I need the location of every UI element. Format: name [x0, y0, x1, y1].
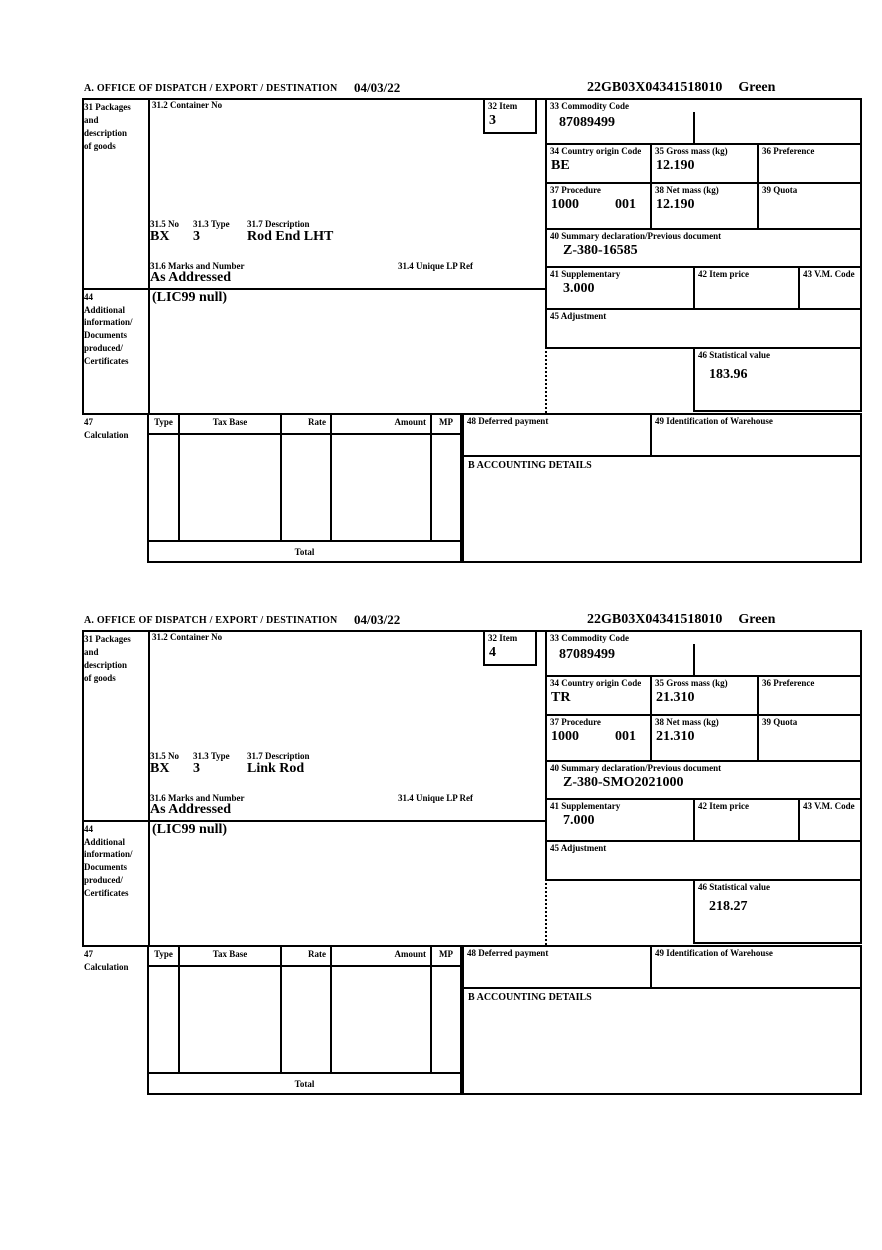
calc-header-tax-base: Tax Base: [178, 945, 282, 967]
additional-information-value: (LIC99 null): [152, 822, 228, 837]
box42-label: 42 Item price: [698, 269, 749, 279]
calc-header-type: Type: [147, 945, 180, 967]
calc-body-amount: [330, 433, 432, 542]
summary-declaration-value: Z-380-SMO2021000: [563, 775, 684, 790]
movement-reference-number: 22GB03X04341518010: [587, 80, 723, 95]
box39-label: 39 Quota: [762, 717, 798, 727]
procedure-value: [547, 196, 650, 213]
box32-label: 32 Item: [488, 633, 518, 643]
adjustment-dotted-border-left: [545, 879, 547, 945]
box49-label: 49 Identification of Warehouse: [655, 416, 773, 426]
box43-label: 43 V.M. Code: [803, 269, 855, 279]
box32-label: 32 Item: [488, 101, 518, 111]
additional-information-value: (LIC99 null): [152, 290, 228, 305]
box31-6-marks-label: 31.6 Marks and Number: [150, 793, 245, 803]
calc-body-tax-base: [178, 433, 282, 542]
item-number: 3: [489, 113, 496, 128]
calc-body-rate: [280, 433, 332, 542]
box40-summary-declaration: [545, 760, 862, 800]
box36-label: 36 Preference: [762, 146, 815, 156]
calc-body-mp: [430, 433, 462, 542]
dispatch-date: 04/03/22: [354, 612, 401, 627]
box31-2-container-label: 31.2 Container No: [152, 100, 223, 110]
box48-deferred-payment: [462, 413, 652, 457]
calc-total-row: Total: [147, 540, 462, 563]
office-of-dispatch-label: A. OFFICE OF DISPATCH / EXPORT / DESTINATION: [84, 615, 338, 626]
box42-label: 42 Item price: [698, 801, 749, 811]
box37-label: 37 Procedure: [550, 717, 601, 727]
box46-statistical-value: [693, 347, 862, 412]
item-section-2: [80, 612, 864, 1099]
packages-type-value: 3: [193, 229, 200, 244]
box39-quota: [757, 714, 862, 762]
box43-label: 43 V.M. Code: [803, 801, 855, 811]
box31-6-marks-label: 31.6 Marks and Number: [150, 261, 245, 271]
declaration-reference: [587, 80, 775, 96]
box45-label: 45 Adjustment: [550, 843, 607, 853]
commodity-code-value: 87089499: [559, 115, 615, 130]
packages-no-value: BX: [150, 229, 170, 244]
box31-label: 31 Packages and description of goods: [84, 634, 131, 683]
adjustment-dotted-border-left: [545, 347, 547, 413]
commodity-code-value: 87089499: [559, 647, 615, 662]
box33-commodity-code: [545, 630, 862, 677]
calc-header-rate: Rate: [280, 413, 332, 435]
gross-mass-value: 21.310: [656, 690, 695, 705]
box33-commodity-code: [545, 98, 862, 145]
goods-description-value: Rod End LHT: [247, 229, 334, 244]
calc-header-mp: MP: [430, 413, 462, 435]
calc-header-tax-base: Tax Base: [178, 413, 282, 435]
box34-country-origin: [545, 675, 652, 716]
net-mass-value: 12.190: [656, 197, 695, 212]
box36-preference: [757, 675, 862, 716]
box35-label: 35 Gross mass (kg): [655, 678, 728, 688]
box31-4-unique-lp-ref-label: 31.4 Unique LP Ref: [398, 261, 474, 271]
box34-country-origin: [545, 143, 652, 184]
box40-summary-declaration: [545, 228, 862, 268]
accounting-details-box: [462, 455, 862, 563]
item-section-1: [80, 80, 864, 567]
box38-label: 38 Net mass (kg): [655, 717, 719, 727]
marks-and-number-value: As Addressed: [150, 270, 232, 285]
gross-mass-value: 12.190: [656, 158, 695, 173]
box47-label: 47 Calculation: [84, 417, 129, 440]
box49-label: 49 Identification of Warehouse: [655, 948, 773, 958]
declaration-reference: [587, 612, 775, 628]
calc-body-tax-base: [178, 965, 282, 1074]
country-origin-value: BE: [551, 158, 570, 173]
country-origin-value: TR: [551, 690, 571, 705]
box37-procedure: [545, 714, 652, 762]
box49-warehouse-identification: [650, 945, 862, 989]
box43-vm-code: [798, 798, 862, 842]
statistical-value: 183.96: [709, 367, 748, 382]
box45-adjustment: [545, 308, 862, 349]
box34-label: 34 Country origin Code: [550, 678, 642, 688]
procedure-code: 1000: [551, 197, 579, 212]
calc-header-type: Type: [147, 413, 180, 435]
box41-supplementary: [545, 266, 695, 310]
box36-label: 36 Preference: [762, 678, 815, 688]
box44-label: 44 Additional information/ Documents produced/ Certificates: [84, 292, 133, 366]
procedure-extension: 001: [615, 197, 636, 212]
box40-label: 40 Summary declaration/Previous document: [550, 231, 722, 241]
box41-supplementary: [545, 798, 695, 842]
goods-description-value: Link Rod: [247, 761, 305, 776]
box35-gross-mass: [650, 143, 759, 184]
calc-body-rate: [280, 965, 332, 1074]
box33-label: 33 Commodity Code: [550, 633, 629, 643]
box34-label: 34 Country origin Code: [550, 146, 642, 156]
box37-label: 37 Procedure: [550, 185, 601, 195]
accounting-details-label: B ACCOUNTING DETAILS: [468, 460, 592, 471]
box31-3-type-label: 31.3 Type: [193, 751, 230, 761]
calc-header-amount: Amount: [330, 413, 432, 435]
box33-label: 33 Commodity Code: [550, 101, 629, 111]
accounting-details-label: B ACCOUNTING DETAILS: [468, 992, 592, 1003]
packages-no-value: BX: [150, 761, 170, 776]
box31-7-description-label: 31.7 Description: [247, 751, 310, 761]
box46-label: 46 Statistical value: [698, 882, 770, 892]
movement-reference-number: 22GB03X04341518010: [587, 612, 723, 627]
box36-preference: [757, 143, 862, 184]
box38-net-mass: [650, 714, 759, 762]
calc-body-amount: [330, 965, 432, 1074]
box31-5-no-label: 31.5 No: [150, 751, 179, 761]
calc-body-mp: [430, 965, 462, 1074]
calc-body-type: [147, 965, 180, 1074]
box38-label: 38 Net mass (kg): [655, 185, 719, 195]
box41-label: 41 Supplementary: [550, 269, 621, 279]
box32-item: [483, 98, 537, 134]
box35-gross-mass: [650, 675, 759, 716]
box32-item: [483, 630, 537, 666]
calc-header-mp: MP: [430, 945, 462, 967]
net-mass-value: 21.310: [656, 729, 695, 744]
box31-4-unique-lp-ref-label: 31.4 Unique LP Ref: [398, 793, 474, 803]
supplementary-value: 3.000: [563, 281, 595, 296]
box42-item-price: [693, 798, 800, 842]
box46-label: 46 Statistical value: [698, 350, 770, 360]
box43-vm-code: [798, 266, 862, 310]
marks-and-number-value: As Addressed: [150, 802, 232, 817]
calc-header-amount: Amount: [330, 945, 432, 967]
box31-label-divider: [148, 98, 150, 413]
box37-procedure: [545, 182, 652, 230]
box42-item-price: [693, 266, 800, 310]
office-of-dispatch-label: A. OFFICE OF DISPATCH / EXPORT / DESTINATION: [84, 83, 338, 94]
supplementary-value: 7.000: [563, 813, 595, 828]
commodity-code-divider: [693, 644, 695, 677]
summary-declaration-value: Z-380-16585: [563, 243, 638, 258]
box31-label: 31 Packages and description of goods: [84, 102, 131, 151]
procedure-value: [547, 728, 650, 745]
box45-adjustment: [545, 840, 862, 881]
commodity-code-divider: [693, 112, 695, 145]
box31-3-type-label: 31.3 Type: [193, 219, 230, 229]
routing-status: Green: [738, 612, 776, 627]
procedure-extension: 001: [615, 729, 636, 744]
item-number: 4: [489, 645, 496, 660]
dispatch-date: 04/03/22: [354, 80, 401, 95]
box48-deferred-payment: [462, 945, 652, 989]
statistical-value: 218.27: [709, 899, 748, 914]
box47-label: 47 Calculation: [84, 949, 129, 972]
box41-label: 41 Supplementary: [550, 801, 621, 811]
box48-label: 48 Deferred payment: [467, 948, 549, 958]
box40-label: 40 Summary declaration/Previous document: [550, 763, 722, 773]
box44-label: 44 Additional information/ Documents produced/ Certificates: [84, 824, 133, 898]
box38-net-mass: [650, 182, 759, 230]
procedure-code: 1000: [551, 729, 579, 744]
box48-label: 48 Deferred payment: [467, 416, 549, 426]
box46-statistical-value: [693, 879, 862, 944]
box35-label: 35 Gross mass (kg): [655, 146, 728, 156]
box31-2-container-label: 31.2 Container No: [152, 632, 223, 642]
calc-total-row: Total: [147, 1072, 462, 1095]
box31-7-description-label: 31.7 Description: [247, 219, 310, 229]
box49-warehouse-identification: [650, 413, 862, 457]
calc-header-rate: Rate: [280, 945, 332, 967]
box39-label: 39 Quota: [762, 185, 798, 195]
packages-type-value: 3: [193, 761, 200, 776]
calc-body-type: [147, 433, 180, 542]
routing-status: Green: [738, 80, 776, 95]
box39-quota: [757, 182, 862, 230]
box31-label-divider: [148, 630, 150, 945]
box31-5-no-label: 31.5 No: [150, 219, 179, 229]
accounting-details-box: [462, 987, 862, 1095]
box45-label: 45 Adjustment: [550, 311, 607, 321]
